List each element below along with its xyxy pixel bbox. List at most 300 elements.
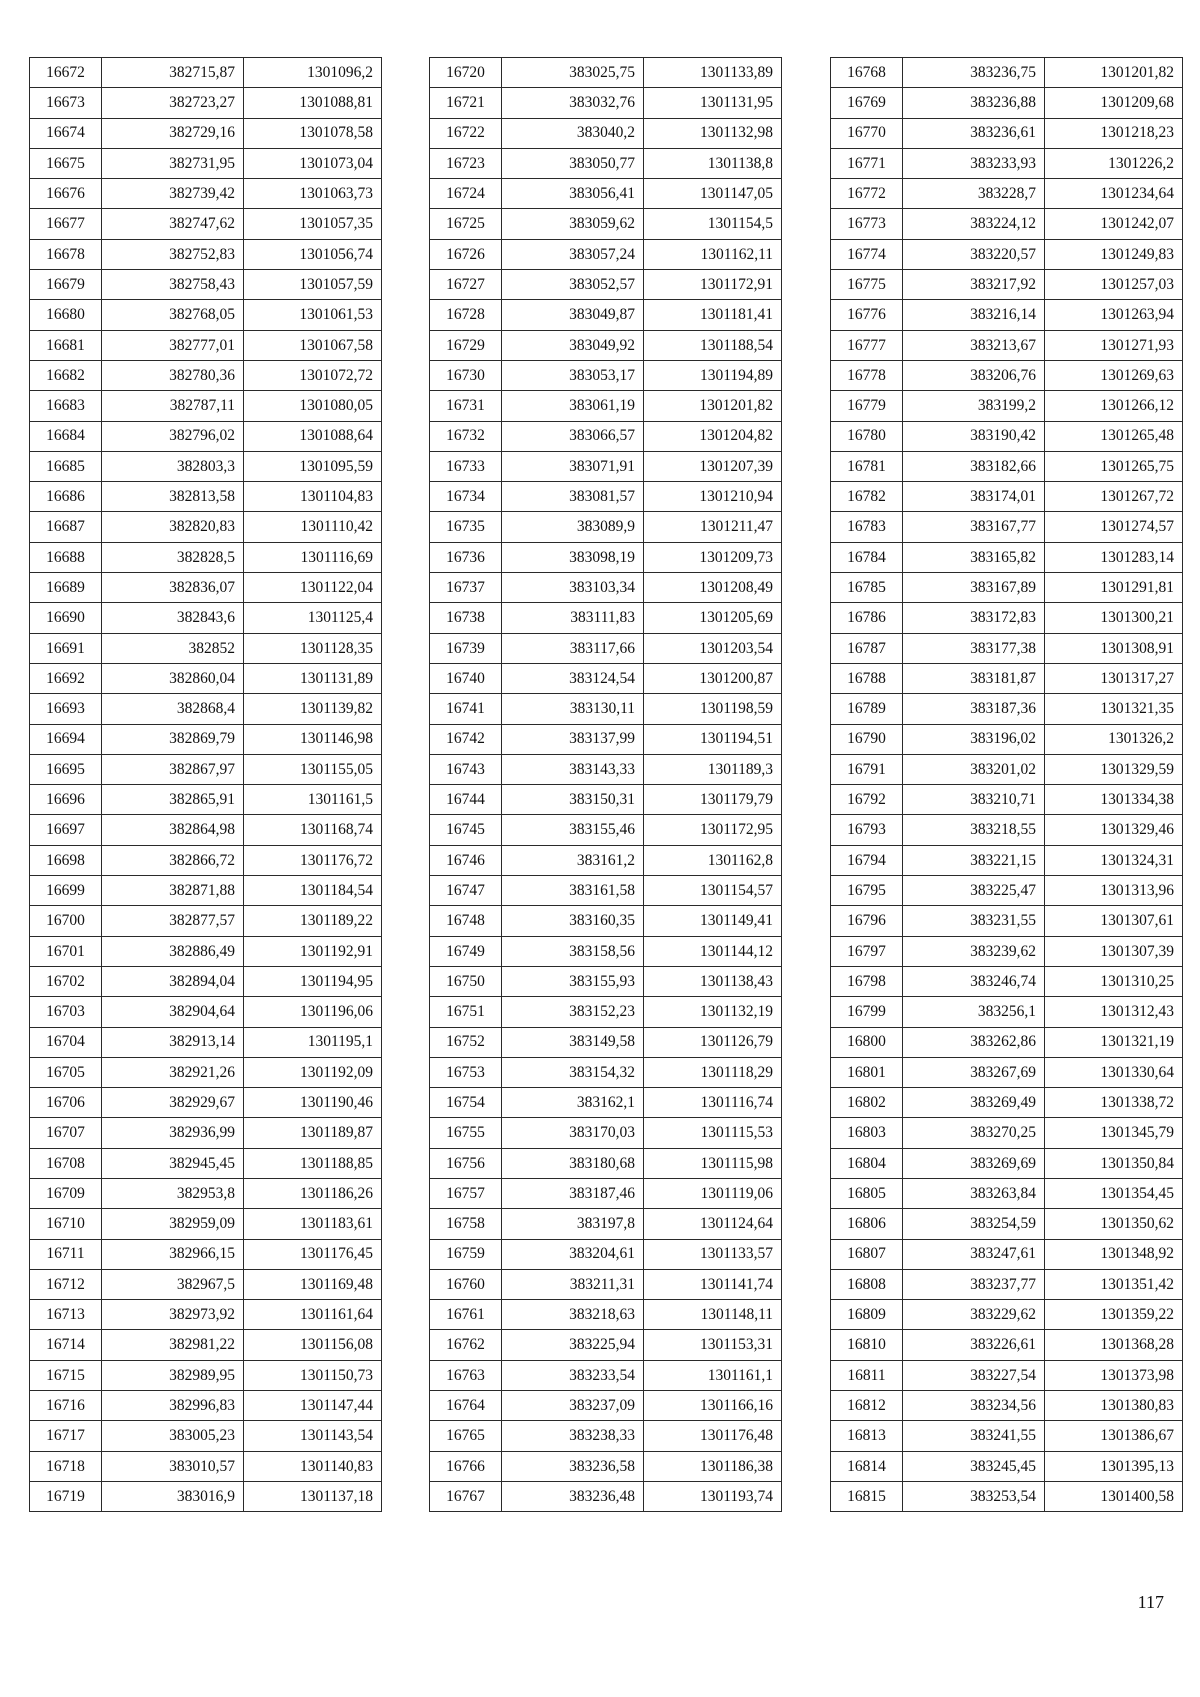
point-id-cell: 16777 xyxy=(831,330,903,360)
table-row xyxy=(430,815,782,845)
y-coordinate-cell: 1301156,08 xyxy=(244,1330,382,1360)
table-row xyxy=(30,1057,382,1087)
table-row xyxy=(831,573,1183,603)
table-row xyxy=(831,1118,1183,1148)
table-row xyxy=(430,663,782,693)
point-id-cell: 16698 xyxy=(30,845,102,875)
table-row xyxy=(831,148,1183,178)
point-id-cell: 16680 xyxy=(30,300,102,330)
point-id-cell: 16683 xyxy=(30,391,102,421)
table-row xyxy=(430,966,782,996)
y-coordinate-cell: 1301283,14 xyxy=(1045,542,1183,572)
x-coordinate-cell: 382981,22 xyxy=(102,1330,244,1360)
point-id-cell: 16798 xyxy=(831,966,903,996)
y-coordinate-cell: 1301208,49 xyxy=(644,573,782,603)
x-coordinate-cell: 383262,86 xyxy=(903,1027,1045,1057)
x-coordinate-cell: 382865,91 xyxy=(102,785,244,815)
y-coordinate-cell: 1301150,73 xyxy=(244,1360,382,1390)
y-coordinate-cell: 1301154,57 xyxy=(644,876,782,906)
x-coordinate-cell: 382953,8 xyxy=(102,1178,244,1208)
table-row xyxy=(831,906,1183,936)
y-coordinate-cell: 1301057,59 xyxy=(244,270,382,300)
table-row xyxy=(430,785,782,815)
point-id-cell: 16770 xyxy=(831,118,903,148)
point-id-cell: 16731 xyxy=(430,391,502,421)
table-row xyxy=(30,754,382,784)
y-coordinate-cell: 1301321,19 xyxy=(1045,1027,1183,1057)
point-id-cell: 16693 xyxy=(30,694,102,724)
x-coordinate-cell: 382945,45 xyxy=(102,1148,244,1178)
x-coordinate-cell: 383081,57 xyxy=(502,482,644,512)
table-row xyxy=(430,1118,782,1148)
x-coordinate-cell: 383270,25 xyxy=(903,1118,1045,1148)
x-coordinate-cell: 383187,36 xyxy=(903,694,1045,724)
table-row xyxy=(30,1178,382,1208)
table-row xyxy=(831,1057,1183,1087)
table-row xyxy=(30,118,382,148)
y-coordinate-cell: 1301211,47 xyxy=(644,512,782,542)
x-coordinate-cell: 383056,41 xyxy=(502,179,644,209)
x-coordinate-cell: 383238,33 xyxy=(502,1421,644,1451)
x-coordinate-cell: 383161,2 xyxy=(502,845,644,875)
table-row xyxy=(831,270,1183,300)
point-id-cell: 16772 xyxy=(831,179,903,209)
point-id-cell: 16764 xyxy=(430,1391,502,1421)
y-coordinate-cell: 1301124,64 xyxy=(644,1209,782,1239)
point-id-cell: 16722 xyxy=(430,118,502,148)
y-coordinate-cell: 1301122,04 xyxy=(244,573,382,603)
table-row xyxy=(30,997,382,1027)
point-id-cell: 16745 xyxy=(430,815,502,845)
x-coordinate-cell: 383089,9 xyxy=(502,512,644,542)
point-id-cell: 16750 xyxy=(430,966,502,996)
table-row xyxy=(30,724,382,754)
y-coordinate-cell: 1301128,35 xyxy=(244,633,382,663)
point-id-cell: 16742 xyxy=(430,724,502,754)
point-id-cell: 16749 xyxy=(430,936,502,966)
table-row xyxy=(430,1360,782,1390)
y-coordinate-cell: 1301184,54 xyxy=(244,876,382,906)
x-coordinate-cell: 383158,56 xyxy=(502,936,644,966)
y-coordinate-cell: 1301116,69 xyxy=(244,542,382,572)
x-coordinate-cell: 382959,09 xyxy=(102,1209,244,1239)
point-id-cell: 16767 xyxy=(430,1481,502,1511)
x-coordinate-cell: 383236,75 xyxy=(903,58,1045,88)
y-coordinate-cell: 1301189,22 xyxy=(244,906,382,936)
x-coordinate-cell: 383154,32 xyxy=(502,1057,644,1087)
y-coordinate-cell: 1301351,42 xyxy=(1045,1269,1183,1299)
x-coordinate-cell: 383190,42 xyxy=(903,421,1045,451)
y-coordinate-cell: 1301317,27 xyxy=(1045,663,1183,693)
y-coordinate-cell: 1301056,74 xyxy=(244,239,382,269)
y-coordinate-cell: 1301169,48 xyxy=(244,1269,382,1299)
table-row xyxy=(30,1421,382,1451)
point-id-cell: 16783 xyxy=(831,512,903,542)
y-coordinate-cell: 1301115,98 xyxy=(644,1148,782,1178)
table-row xyxy=(831,1300,1183,1330)
point-id-cell: 16708 xyxy=(30,1148,102,1178)
point-id-cell: 16692 xyxy=(30,663,102,693)
y-coordinate-cell: 1301154,5 xyxy=(644,209,782,239)
y-coordinate-cell: 1301194,51 xyxy=(644,724,782,754)
x-coordinate-cell: 382777,01 xyxy=(102,330,244,360)
table-row xyxy=(30,391,382,421)
point-id-cell: 16755 xyxy=(430,1118,502,1148)
y-coordinate-cell: 1301348,92 xyxy=(1045,1239,1183,1269)
y-coordinate-cell: 1301096,2 xyxy=(244,58,382,88)
x-coordinate-cell: 382973,92 xyxy=(102,1300,244,1330)
table-row xyxy=(30,633,382,663)
table-row xyxy=(831,815,1183,845)
point-id-cell: 16809 xyxy=(831,1300,903,1330)
table-row xyxy=(430,1269,782,1299)
point-id-cell: 16756 xyxy=(430,1148,502,1178)
table-row xyxy=(831,997,1183,1027)
x-coordinate-cell: 383143,33 xyxy=(502,754,644,784)
x-coordinate-cell: 383052,57 xyxy=(502,270,644,300)
y-coordinate-cell: 1301196,06 xyxy=(244,997,382,1027)
y-coordinate-cell: 1301176,45 xyxy=(244,1239,382,1269)
y-coordinate-cell: 1301179,79 xyxy=(644,785,782,815)
table-row xyxy=(30,88,382,118)
y-coordinate-cell: 1301073,04 xyxy=(244,148,382,178)
point-id-cell: 16799 xyxy=(831,997,903,1027)
x-coordinate-cell: 382936,99 xyxy=(102,1118,244,1148)
point-id-cell: 16687 xyxy=(30,512,102,542)
table-row xyxy=(30,1118,382,1148)
x-coordinate-cell: 383233,54 xyxy=(502,1360,644,1390)
table-row xyxy=(430,845,782,875)
x-coordinate-cell: 383263,84 xyxy=(903,1178,1045,1208)
y-coordinate-cell: 1301209,73 xyxy=(644,542,782,572)
y-coordinate-cell: 1301161,64 xyxy=(244,1300,382,1330)
table-row xyxy=(831,1148,1183,1178)
point-id-cell: 16712 xyxy=(30,1269,102,1299)
table-row xyxy=(30,906,382,936)
point-id-cell: 16673 xyxy=(30,88,102,118)
x-coordinate-cell: 383187,46 xyxy=(502,1178,644,1208)
table-row xyxy=(30,936,382,966)
point-id-cell: 16763 xyxy=(430,1360,502,1390)
x-coordinate-cell: 383206,76 xyxy=(903,360,1045,390)
table-row xyxy=(30,512,382,542)
x-coordinate-cell: 383234,56 xyxy=(903,1391,1045,1421)
table-row xyxy=(30,239,382,269)
coordinates-table-2 xyxy=(429,57,782,1512)
point-id-cell: 16776 xyxy=(831,300,903,330)
x-coordinate-cell: 382921,26 xyxy=(102,1057,244,1087)
y-coordinate-cell: 1301125,4 xyxy=(244,603,382,633)
x-coordinate-cell: 382996,83 xyxy=(102,1391,244,1421)
table-row xyxy=(430,1178,782,1208)
table-row xyxy=(430,300,782,330)
x-coordinate-cell: 383005,23 xyxy=(102,1421,244,1451)
x-coordinate-cell: 383170,03 xyxy=(502,1118,644,1148)
y-coordinate-cell: 1301088,81 xyxy=(244,88,382,118)
point-id-cell: 16774 xyxy=(831,239,903,269)
y-coordinate-cell: 1301110,42 xyxy=(244,512,382,542)
point-id-cell: 16711 xyxy=(30,1239,102,1269)
x-coordinate-cell: 383220,57 xyxy=(903,239,1045,269)
y-coordinate-cell: 1301326,2 xyxy=(1045,724,1183,754)
coordinates-table-1 xyxy=(29,57,382,1512)
table-row xyxy=(430,1148,782,1178)
table-row xyxy=(430,1057,782,1087)
table-row xyxy=(831,1451,1183,1481)
x-coordinate-cell: 383227,54 xyxy=(903,1360,1045,1390)
x-coordinate-cell: 383016,9 xyxy=(102,1481,244,1511)
x-coordinate-cell: 383182,66 xyxy=(903,451,1045,481)
x-coordinate-cell: 383237,77 xyxy=(903,1269,1045,1299)
table-row xyxy=(831,603,1183,633)
x-coordinate-cell: 383049,92 xyxy=(502,330,644,360)
point-id-cell: 16697 xyxy=(30,815,102,845)
y-coordinate-cell: 1301078,58 xyxy=(244,118,382,148)
table-row xyxy=(430,148,782,178)
point-id-cell: 16735 xyxy=(430,512,502,542)
point-id-cell: 16703 xyxy=(30,997,102,1027)
point-id-cell: 16781 xyxy=(831,451,903,481)
y-coordinate-cell: 1301138,8 xyxy=(644,148,782,178)
point-id-cell: 16721 xyxy=(430,88,502,118)
point-id-cell: 16769 xyxy=(831,88,903,118)
table-row xyxy=(831,966,1183,996)
point-id-cell: 16695 xyxy=(30,754,102,784)
table-row xyxy=(831,1088,1183,1118)
x-coordinate-cell: 382731,95 xyxy=(102,148,244,178)
point-id-cell: 16751 xyxy=(430,997,502,1027)
point-id-cell: 16815 xyxy=(831,1481,903,1511)
table-row xyxy=(430,1451,782,1481)
table-row xyxy=(430,603,782,633)
y-coordinate-cell: 1301168,74 xyxy=(244,815,382,845)
y-coordinate-cell: 1301057,35 xyxy=(244,209,382,239)
point-id-cell: 16723 xyxy=(430,148,502,178)
point-id-cell: 16696 xyxy=(30,785,102,815)
point-id-cell: 16676 xyxy=(30,179,102,209)
y-coordinate-cell: 1301329,46 xyxy=(1045,815,1183,845)
y-coordinate-cell: 1301161,5 xyxy=(244,785,382,815)
point-id-cell: 16754 xyxy=(430,1088,502,1118)
point-id-cell: 16705 xyxy=(30,1057,102,1087)
x-coordinate-cell: 383236,61 xyxy=(903,118,1045,148)
y-coordinate-cell: 1301133,57 xyxy=(644,1239,782,1269)
x-coordinate-cell: 383103,34 xyxy=(502,573,644,603)
point-id-cell: 16791 xyxy=(831,754,903,784)
x-coordinate-cell: 383217,92 xyxy=(903,270,1045,300)
x-coordinate-cell: 383211,31 xyxy=(502,1269,644,1299)
x-coordinate-cell: 382904,64 xyxy=(102,997,244,1027)
point-id-cell: 16737 xyxy=(430,573,502,603)
table-row xyxy=(30,542,382,572)
point-id-cell: 16746 xyxy=(430,845,502,875)
y-coordinate-cell: 1301188,85 xyxy=(244,1148,382,1178)
point-id-cell: 16713 xyxy=(30,1300,102,1330)
y-coordinate-cell: 1301350,62 xyxy=(1045,1209,1183,1239)
y-coordinate-cell: 1301218,23 xyxy=(1045,118,1183,148)
y-coordinate-cell: 1301265,75 xyxy=(1045,451,1183,481)
point-id-cell: 16797 xyxy=(831,936,903,966)
table-row xyxy=(831,724,1183,754)
point-id-cell: 16762 xyxy=(430,1330,502,1360)
table-row xyxy=(30,360,382,390)
point-id-cell: 16739 xyxy=(430,633,502,663)
table-row xyxy=(831,1330,1183,1360)
y-coordinate-cell: 1301234,64 xyxy=(1045,179,1183,209)
y-coordinate-cell: 1301192,91 xyxy=(244,936,382,966)
point-id-cell: 16748 xyxy=(430,906,502,936)
point-id-cell: 16778 xyxy=(831,360,903,390)
table-row xyxy=(831,360,1183,390)
point-id-cell: 16681 xyxy=(30,330,102,360)
point-id-cell: 16701 xyxy=(30,936,102,966)
x-coordinate-cell: 383130,11 xyxy=(502,694,644,724)
point-id-cell: 16709 xyxy=(30,1178,102,1208)
table-row xyxy=(831,118,1183,148)
point-id-cell: 16760 xyxy=(430,1269,502,1299)
table-row xyxy=(30,1300,382,1330)
point-id-cell: 16706 xyxy=(30,1088,102,1118)
table-row xyxy=(831,785,1183,815)
point-id-cell: 16771 xyxy=(831,148,903,178)
table-row xyxy=(30,1209,382,1239)
x-coordinate-cell: 383172,83 xyxy=(903,603,1045,633)
table-row xyxy=(30,1451,382,1481)
y-coordinate-cell: 1301162,8 xyxy=(644,845,782,875)
y-coordinate-cell: 1301210,94 xyxy=(644,482,782,512)
point-id-cell: 16718 xyxy=(30,1451,102,1481)
x-coordinate-cell: 383246,74 xyxy=(903,966,1045,996)
point-id-cell: 16699 xyxy=(30,876,102,906)
table-row xyxy=(831,88,1183,118)
y-coordinate-cell: 1301207,39 xyxy=(644,451,782,481)
x-coordinate-cell: 383236,58 xyxy=(502,1451,644,1481)
y-coordinate-cell: 1301329,59 xyxy=(1045,754,1183,784)
table-row xyxy=(30,1088,382,1118)
point-id-cell: 16752 xyxy=(430,1027,502,1057)
table-row xyxy=(831,845,1183,875)
point-id-cell: 16707 xyxy=(30,1118,102,1148)
point-id-cell: 16802 xyxy=(831,1088,903,1118)
y-coordinate-cell: 1301188,54 xyxy=(644,330,782,360)
x-coordinate-cell: 383061,19 xyxy=(502,391,644,421)
table-row xyxy=(831,1360,1183,1390)
x-coordinate-cell: 382868,4 xyxy=(102,694,244,724)
point-id-cell: 16785 xyxy=(831,573,903,603)
table-row xyxy=(831,1239,1183,1269)
y-coordinate-cell: 1301205,69 xyxy=(644,603,782,633)
y-coordinate-cell: 1301126,79 xyxy=(644,1027,782,1057)
y-coordinate-cell: 1301189,3 xyxy=(644,754,782,784)
x-coordinate-cell: 382780,36 xyxy=(102,360,244,390)
point-id-cell: 16796 xyxy=(831,906,903,936)
point-id-cell: 16812 xyxy=(831,1391,903,1421)
x-coordinate-cell: 383225,47 xyxy=(903,876,1045,906)
x-coordinate-cell: 383137,99 xyxy=(502,724,644,754)
x-coordinate-cell: 383196,02 xyxy=(903,724,1045,754)
x-coordinate-cell: 382989,95 xyxy=(102,1360,244,1390)
point-id-cell: 16790 xyxy=(831,724,903,754)
table-row xyxy=(831,421,1183,451)
x-coordinate-cell: 382836,07 xyxy=(102,573,244,603)
point-id-cell: 16677 xyxy=(30,209,102,239)
x-coordinate-cell: 383174,01 xyxy=(903,482,1045,512)
y-coordinate-cell: 1301119,06 xyxy=(644,1178,782,1208)
y-coordinate-cell: 1301088,64 xyxy=(244,421,382,451)
point-id-cell: 16801 xyxy=(831,1057,903,1087)
y-coordinate-cell: 1301186,38 xyxy=(644,1451,782,1481)
y-coordinate-cell: 1301265,48 xyxy=(1045,421,1183,451)
point-id-cell: 16714 xyxy=(30,1330,102,1360)
x-coordinate-cell: 383256,1 xyxy=(903,997,1045,1027)
point-id-cell: 16814 xyxy=(831,1451,903,1481)
x-coordinate-cell: 383040,2 xyxy=(502,118,644,148)
y-coordinate-cell: 1301321,35 xyxy=(1045,694,1183,724)
x-coordinate-cell: 383229,62 xyxy=(903,1300,1045,1330)
table-row xyxy=(831,754,1183,784)
point-id-cell: 16672 xyxy=(30,58,102,88)
table-row xyxy=(430,754,782,784)
x-coordinate-cell: 383239,62 xyxy=(903,936,1045,966)
point-id-cell: 16729 xyxy=(430,330,502,360)
x-coordinate-cell: 382877,57 xyxy=(102,906,244,936)
table-row xyxy=(831,1209,1183,1239)
y-coordinate-cell: 1301266,12 xyxy=(1045,391,1183,421)
y-coordinate-cell: 1301308,91 xyxy=(1045,633,1183,663)
y-coordinate-cell: 1301350,84 xyxy=(1045,1148,1183,1178)
table-row xyxy=(30,58,382,88)
table-row xyxy=(831,300,1183,330)
table-row xyxy=(30,451,382,481)
point-id-cell: 16806 xyxy=(831,1209,903,1239)
x-coordinate-cell: 383010,57 xyxy=(102,1451,244,1481)
table-row xyxy=(30,845,382,875)
x-coordinate-cell: 382768,05 xyxy=(102,300,244,330)
table-row xyxy=(831,542,1183,572)
table-row xyxy=(430,391,782,421)
x-coordinate-cell: 383180,68 xyxy=(502,1148,644,1178)
y-coordinate-cell: 1301203,54 xyxy=(644,633,782,663)
y-coordinate-cell: 1301274,57 xyxy=(1045,512,1183,542)
y-coordinate-cell: 1301386,67 xyxy=(1045,1421,1183,1451)
x-coordinate-cell: 382813,58 xyxy=(102,482,244,512)
x-coordinate-cell: 382966,15 xyxy=(102,1239,244,1269)
x-coordinate-cell: 383216,14 xyxy=(903,300,1045,330)
y-coordinate-cell: 1301193,74 xyxy=(644,1481,782,1511)
table-row xyxy=(430,1391,782,1421)
table-row xyxy=(831,1269,1183,1299)
y-coordinate-cell: 1301226,2 xyxy=(1045,148,1183,178)
y-coordinate-cell: 1301257,03 xyxy=(1045,270,1183,300)
x-coordinate-cell: 383204,61 xyxy=(502,1239,644,1269)
point-id-cell: 16688 xyxy=(30,542,102,572)
table-row xyxy=(430,1300,782,1330)
y-coordinate-cell: 1301155,05 xyxy=(244,754,382,784)
point-id-cell: 16811 xyxy=(831,1360,903,1390)
point-id-cell: 16761 xyxy=(430,1300,502,1330)
x-coordinate-cell: 383059,62 xyxy=(502,209,644,239)
table-row xyxy=(430,906,782,936)
point-id-cell: 16720 xyxy=(430,58,502,88)
point-id-cell: 16740 xyxy=(430,663,502,693)
table-row xyxy=(430,1421,782,1451)
y-coordinate-cell: 1301242,07 xyxy=(1045,209,1183,239)
y-coordinate-cell: 1301104,83 xyxy=(244,482,382,512)
x-coordinate-cell: 383199,2 xyxy=(903,391,1045,421)
point-id-cell: 16694 xyxy=(30,724,102,754)
y-coordinate-cell: 1301395,13 xyxy=(1045,1451,1183,1481)
x-coordinate-cell: 382729,16 xyxy=(102,118,244,148)
